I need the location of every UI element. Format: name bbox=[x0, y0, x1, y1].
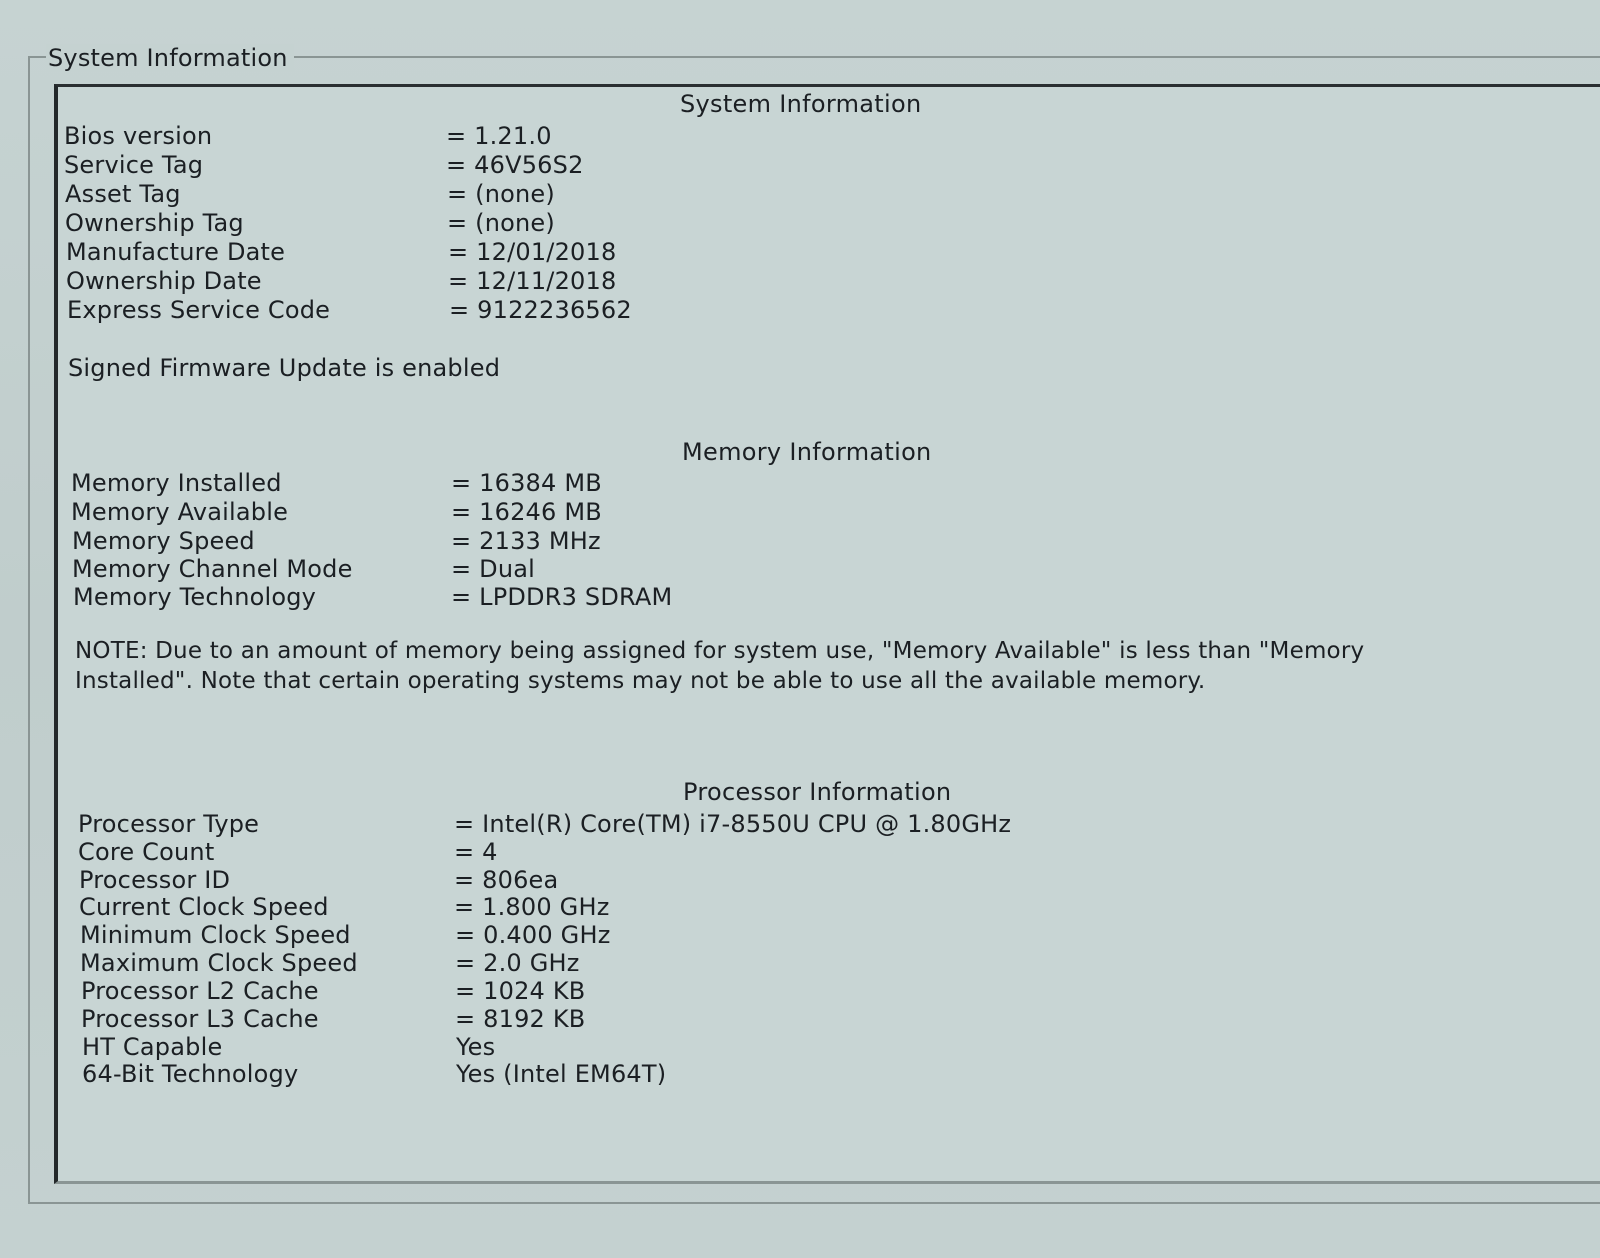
row-value: = 16246 MB bbox=[451, 498, 602, 526]
row-value: Yes (Intel EM64T) bbox=[456, 1060, 667, 1088]
row-label: Asset Tag bbox=[65, 180, 181, 208]
processor-info-heading: Processor Information bbox=[683, 778, 952, 806]
row-label: Express Service Code bbox=[67, 296, 331, 324]
row-label: Maximum Clock Speed bbox=[80, 949, 358, 977]
row-value: = 2133 MHz bbox=[451, 527, 601, 555]
groupbox-title: System Information bbox=[46, 44, 294, 72]
row-label: Bios version bbox=[64, 122, 213, 150]
row-label: Ownership Date bbox=[66, 267, 262, 295]
system-info-heading: System Information bbox=[680, 90, 922, 118]
row-value: = 1.800 GHz bbox=[454, 893, 610, 921]
row-label: Core Count bbox=[78, 838, 215, 866]
row-label: 64-Bit Technology bbox=[82, 1060, 299, 1088]
row-value: = 806ea bbox=[454, 866, 559, 894]
row-label: Current Clock Speed bbox=[79, 893, 329, 921]
memory-info-heading: Memory Information bbox=[682, 438, 932, 466]
row-value: = Dual bbox=[451, 555, 536, 583]
row-label: Ownership Tag bbox=[65, 209, 244, 237]
row-value: Yes bbox=[456, 1033, 496, 1061]
memory-note: NOTE: Due to an amount of memory being assigned for system use, "Memory Available" is less than "Memory Installed". Note that certain operating systems may not be able to use all the available memory. bbox=[75, 638, 1365, 694]
row-value: = 9122236562 bbox=[449, 296, 632, 324]
row-label: Minimum Clock Speed bbox=[80, 921, 351, 949]
row-label: Memory Channel Mode bbox=[72, 555, 353, 583]
row-value: = 12/01/2018 bbox=[448, 238, 617, 266]
row-value: = 16384 MB bbox=[451, 469, 602, 497]
row-value: = 0.400 GHz bbox=[455, 921, 611, 949]
row-value: = LPDDR3 SDRAM bbox=[451, 583, 673, 611]
row-value: = 2.0 GHz bbox=[455, 949, 580, 977]
row-label: Service Tag bbox=[64, 151, 204, 179]
row-value: = (none) bbox=[447, 209, 555, 237]
row-value: = 4 bbox=[454, 838, 498, 866]
row-label: Memory Technology bbox=[73, 583, 317, 611]
row-label: Processor L2 Cache bbox=[81, 977, 319, 1005]
row-label: Memory Speed bbox=[72, 527, 255, 555]
row-label: Processor L3 Cache bbox=[81, 1005, 319, 1033]
row-value: = (none) bbox=[447, 180, 555, 208]
row-label: Manufacture Date bbox=[66, 238, 286, 266]
firmware-update-status: Signed Firmware Update is enabled bbox=[68, 354, 501, 382]
row-value: = 1024 KB bbox=[455, 977, 586, 1005]
row-value: = Intel(R) Core(TM) i7-8550U CPU @ 1.80GHz bbox=[454, 810, 1012, 838]
row-value: = 1.21.0 bbox=[446, 122, 552, 150]
row-label: Memory Installed bbox=[71, 469, 282, 497]
row-value: = 46V56S2 bbox=[446, 151, 584, 179]
row-value: = 8192 KB bbox=[455, 1005, 586, 1033]
row-label: Processor Type bbox=[78, 810, 260, 838]
row-label: Processor ID bbox=[79, 866, 231, 894]
row-value: = 12/11/2018 bbox=[448, 267, 617, 295]
row-label: HT Capable bbox=[82, 1033, 223, 1061]
row-label: Memory Available bbox=[71, 498, 289, 526]
